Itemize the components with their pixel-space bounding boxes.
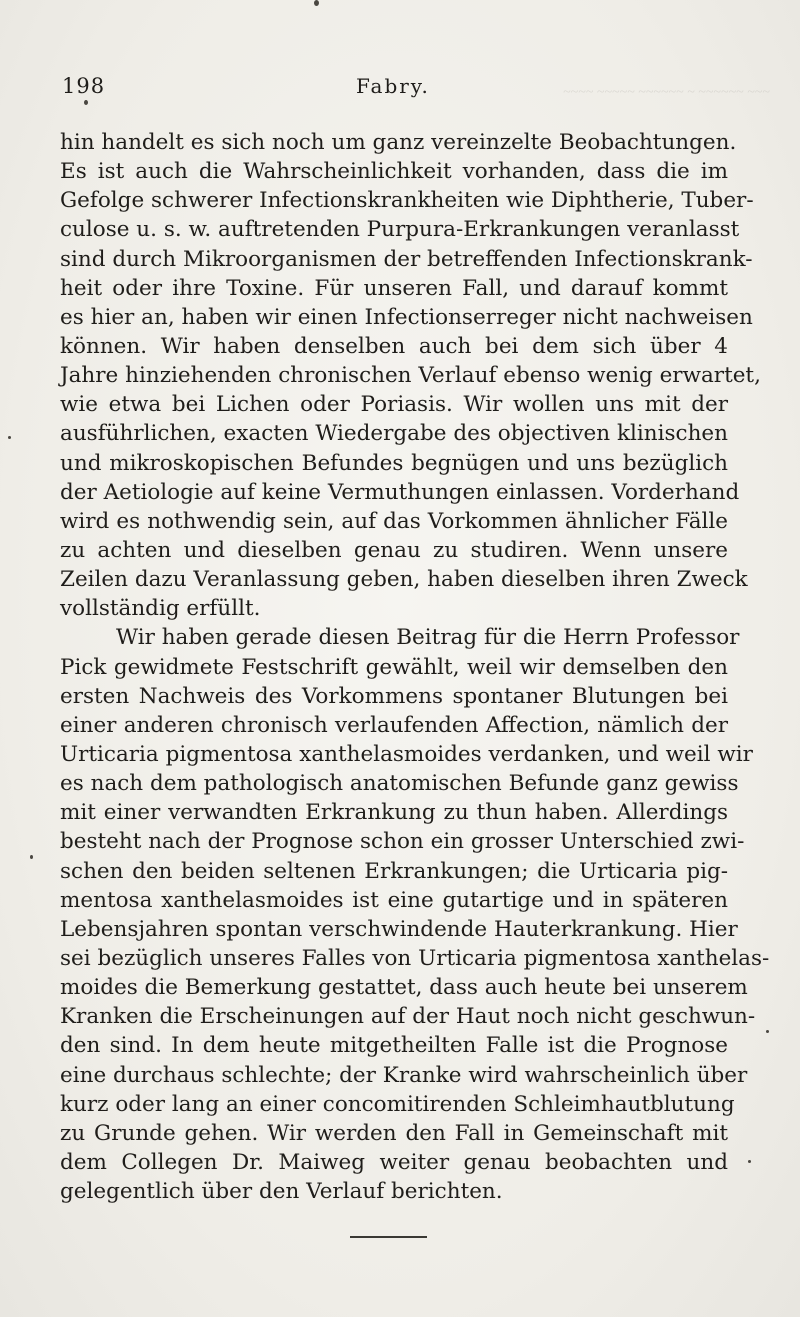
body-text [60, 128, 770, 1206]
text-line: schen den beiden seltenen Erkrankungen; die Urticaria pig- [60, 858, 728, 884]
print-speck [766, 1030, 769, 1033]
text-line: Kranken die Erscheinungen auf der Haut noch nicht geschwun- [60, 1004, 756, 1030]
text-line: Pick gewidmete Festschrift gewählt, weil wir demselben den [60, 654, 728, 680]
text-line: können. Wir haben denselben auch bei dem sich über 4 [60, 333, 728, 359]
paragraph-1 [60, 128, 761, 623]
text-line: moides die Bemerkung gestattet, dass auch heute bei unserem [60, 975, 748, 1001]
text-line: Lebensjahren spontan verschwindende Hauterkrankung. Hier [60, 916, 738, 942]
text-line: zu Grunde gehen. Wir werden den Fall in Gemeinschaft mit [60, 1120, 728, 1146]
text-line: ausführlichen, exacten Wiedergabe des objectiven klinischen [60, 421, 728, 447]
text-line: eine durchaus schlechte; der Kranke wird wahrscheinlich über [60, 1062, 748, 1088]
text-line: Urticaria pigmentosa xanthelasmoides verdanken, und weil wir [60, 741, 753, 767]
text-line: wie etwa bei Lichen oder Poriasis. Wir wollen uns mit der [60, 392, 728, 418]
text-line: ersten Nachweis des Vorkommens spontaner Blutungen bei [60, 683, 728, 709]
text-line: gelegentlich über den Verlauf berichten. [60, 1179, 503, 1205]
show-through-text: ~~~ ~~~~~~ ~ ~~~~~~ ~~~~~ ~~~~ [563, 83, 770, 98]
print-speck [84, 100, 88, 105]
text-line: dem Collegen Dr. Maiweg weiter genau beobachten und [60, 1149, 728, 1175]
text-line: zu achten und dieselben genau zu studiren. Wenn unsere [60, 537, 728, 563]
text-line: Jahre hinziehenden chronischen Verlauf ebenso wenig erwartet, [60, 363, 761, 389]
text-line: sei bezüglich unseres Falles von Urticaria pigmentosa xanthelas- [60, 945, 770, 971]
page-header [62, 74, 740, 104]
print-speck [8, 436, 11, 439]
text-line: Wir haben gerade diesen Beitrag für die Herrn Professor [116, 625, 740, 651]
text-line: heit oder ihre Toxine. Für unseren Fall, und darauf kommt [60, 275, 728, 301]
page-number: 198 [62, 74, 106, 98]
print-speck [30, 855, 33, 859]
text-line: Es ist auch die Wahrscheinlichkeit vorhanden, dass die im [60, 159, 728, 185]
text-line: und mikroskopischen Befundes begnügen und uns bezüglich [60, 450, 728, 476]
text-line: es hier an, haben wir einen Infectionserreger nicht nachweisen [60, 304, 753, 330]
end-rule [350, 1236, 427, 1238]
text-line: hin handelt es sich noch um ganz vereinzelte Beobachtungen. [60, 130, 737, 155]
text-line: Gefolge schwerer Infectionskrankheiten wie Diphtherie, Tuber- [60, 188, 754, 214]
text-line: Zeilen dazu Veranlassung geben, haben dieselben ihren Zweck [60, 567, 748, 593]
running-head: Fabry. [356, 74, 430, 98]
text-line: besteht nach der Prognose schon ein grosser Unterschied zwi- [60, 829, 745, 855]
text-line: kurz oder lang an einer concomitirenden Schleimhautblutung [60, 1091, 735, 1117]
print-speck [314, 0, 319, 6]
text-line: mit einer verwandten Erkrankung zu thun haben. Allerdings [60, 800, 728, 826]
text-line: es nach dem pathologisch anatomischen Befunde ganz gewiss [60, 771, 739, 797]
paragraph-2 [60, 623, 770, 1206]
text-line: einer anderen chronisch verlaufenden Affection, nämlich der [60, 712, 728, 738]
text-line: wird es nothwendig sein, auf das Vorkommen ähnlicher Fälle [60, 508, 728, 534]
print-speck [748, 1160, 751, 1163]
text-line: der Aetiologie auf keine Vermuthungen einlassen. Vorderhand [60, 479, 740, 505]
text-line: den sind. In dem heute mitgetheilten Falle ist die Prognose [60, 1033, 728, 1059]
text-line: culose u. s. w. auftretenden Purpura-Erkrankungen veranlasst [60, 217, 740, 243]
text-line: vollständig erfüllt. [60, 596, 261, 622]
text-line: mentosa xanthelasmoides ist eine gutartige und in späteren [60, 887, 728, 913]
text-line: sind durch Mikroorganismen der betreffenden Infectionskrank- [60, 246, 753, 272]
